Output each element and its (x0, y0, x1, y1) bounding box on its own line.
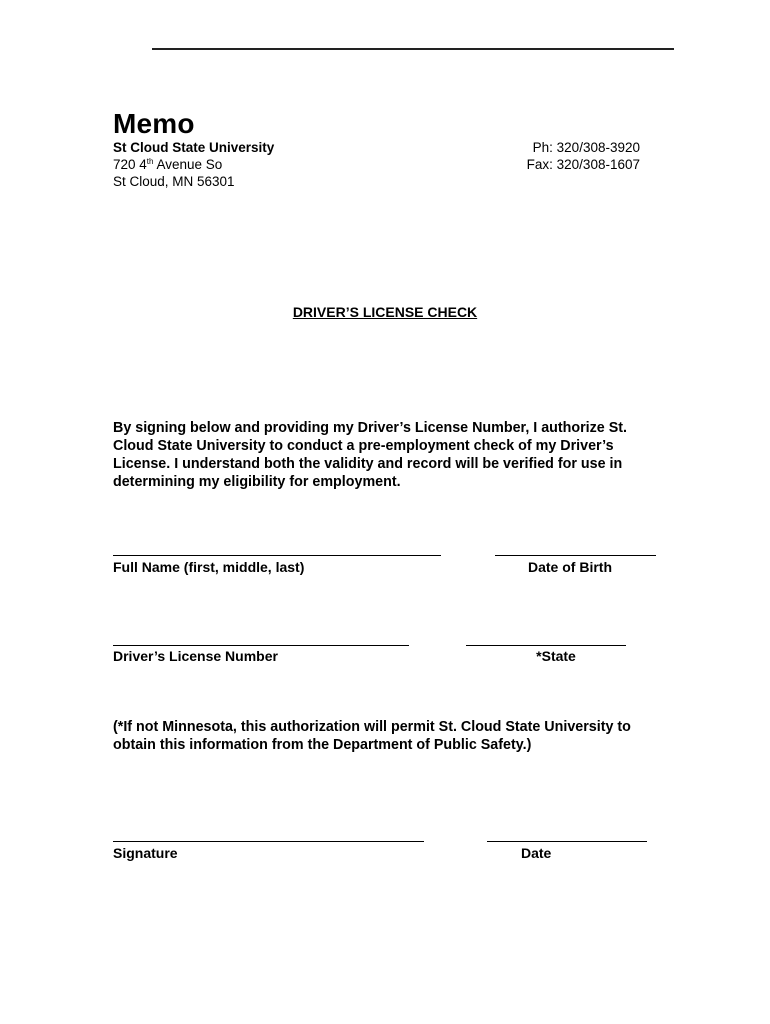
out-of-state-note: (*If not Minnesota, this authorization will permit St. Cloud State University to obtain this information from the Department of Public Safety.) (113, 719, 631, 753)
header-rule (152, 48, 674, 50)
date-of-birth-field[interactable] (495, 555, 656, 556)
document-heading (0, 303, 770, 321)
signature-label: Signature (113, 845, 178, 861)
street-address (113, 156, 274, 173)
street-name: Avenue So (153, 157, 223, 172)
street-number: 720 4 (113, 157, 147, 172)
city-line: St Cloud, MN 56301 (113, 174, 235, 189)
authorization-paragraph: By signing below and providing my Driver’s License Number, I authorize St. Cloud State University to conduct a pre-employment check of my Driver’s License. I understand both the validity and record will be verified for use in determining my eligibility for employment. (113, 420, 627, 490)
date-of-birth-label: Date of Birth (528, 559, 612, 575)
memo-title: Memo (113, 108, 195, 139)
signature-date-label: Date (521, 845, 552, 861)
signature-field[interactable] (113, 841, 424, 842)
ordinal-suffix: th (146, 157, 154, 166)
contact-block (527, 139, 640, 173)
state-field[interactable] (466, 645, 626, 646)
organization-name: St Cloud State University (113, 140, 275, 155)
full-name-field[interactable] (113, 555, 441, 556)
full-name-label: Full Name (first, middle, last) (113, 559, 305, 575)
license-number-label: Driver’s License Number (113, 648, 278, 664)
sender-address-block (113, 139, 274, 190)
license-number-field[interactable] (113, 645, 409, 646)
phone-number: Ph: 320/308-3920 (532, 140, 640, 155)
signature-date-field[interactable] (487, 841, 647, 842)
state-label: *State (536, 648, 576, 664)
document-heading-text: DRIVER’S LICENSE CHECK (292, 304, 478, 320)
fax-number: Fax: 320/308-1607 (526, 157, 640, 172)
